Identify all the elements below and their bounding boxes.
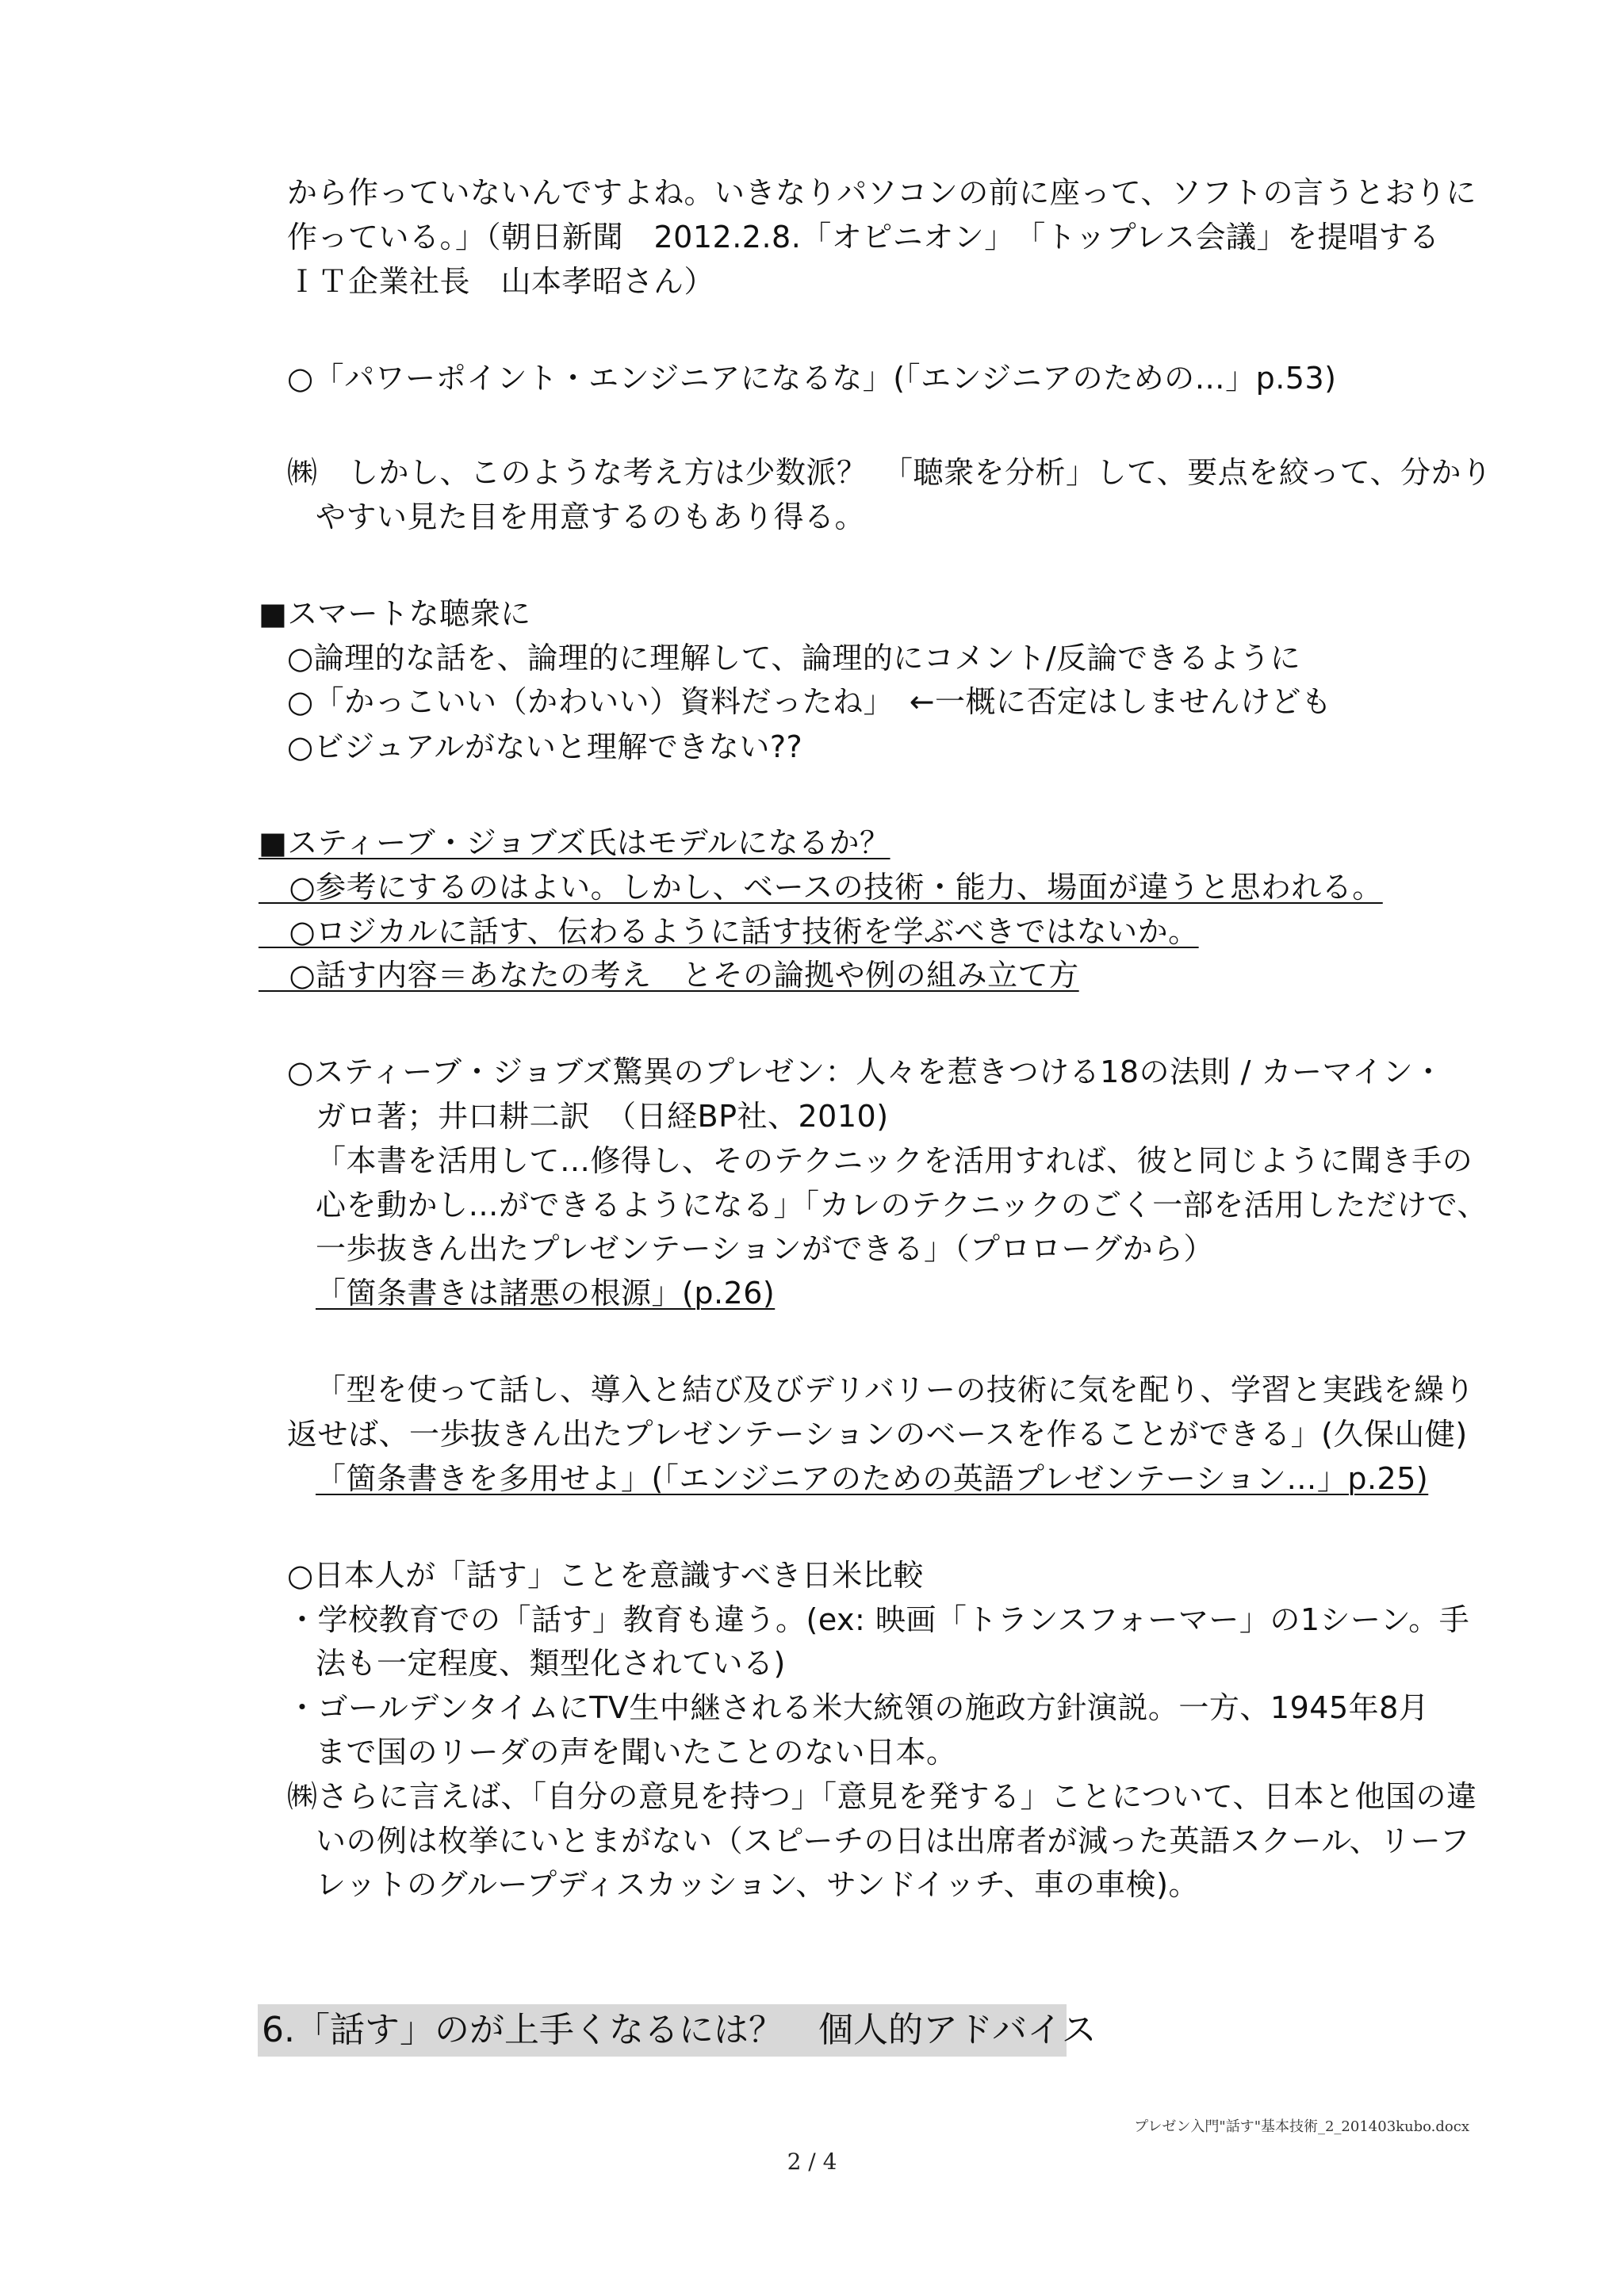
quote-line-underlined: 「箇条書きを多用せよ」(「エンジニアのための英語プレゼンテーション…」p.25) xyxy=(316,1461,1429,1496)
text-line: ○ビジュアルがないと理解できない?? xyxy=(287,729,803,764)
quote-line: 心を動かし…ができるようになる」「カレのテクニックのごく一部を活用しただけで、 xyxy=(316,1188,1488,1223)
text-line: やすい見た目を用意するのもあり得る。 xyxy=(316,499,866,534)
text-line: ○「パワーポイント・エンジニアになるな」(「エンジニアのための…」p.53) xyxy=(287,361,1337,396)
text-line: まで国のリーダの声を聞いたことのない日本。 xyxy=(316,1735,957,1770)
text-line-underlined: ○話す内容＝あなたの考え とその論拠や例の組み立て方 xyxy=(259,958,1079,993)
text-line: ㈱さらに言えば、「自分の意見を持つ」「意見を発する」ことについて、日本と他国の違 xyxy=(287,1779,1477,1814)
section-heading: 6.「話す」のが上手くなるには？ 個人的アドバイス xyxy=(262,2010,1097,2050)
text-line: ガロ著；井口耕二訳 （日経BP社、2010) xyxy=(316,1099,889,1134)
quote-line: 返せば、一歩抜きん出たプレゼンテーションのベースを作ることができる」(久保山健) xyxy=(287,1417,1468,1452)
text-line: 法も一定程度、類型化されている) xyxy=(316,1646,786,1681)
text-line-underlined: ○参考にするのはよい。しかし、ベースの技術・能力、場面が違うと思われる。 xyxy=(259,870,1383,905)
quote-line: 「型を使って話し、導入と結び及びデリバリーの技術に気を配り、学習と実践を繰り xyxy=(316,1372,1475,1407)
text-line: ○論理的な話を、論理的に理解して、論理的にコメント/反論できるように xyxy=(287,641,1301,675)
section-subheading-underlined: ■スティーブ・ジョブズ氏はモデルになるか？ xyxy=(259,825,891,860)
text-line: ㈱ しかし、このような考え方は少数派？ 「聴衆を分析」して、要点を絞って、分かり xyxy=(287,455,1492,490)
quote-line: 「本書を活用して…修得し、そのテクニックを活用すれば、彼と同じように聞き手の xyxy=(316,1143,1473,1178)
bullet-line: ・学校教育での「話す」教育も違う。(ex: 映画「トランスフォーマー」の1シーン。手 xyxy=(287,1602,1470,1637)
text-line: レットのグループディスカッション、サンドイッチ、車の車検)。 xyxy=(316,1867,1199,1902)
quote-line: 一歩抜きん出たプレゼンテーションができる」（プロローグから） xyxy=(316,1231,1214,1266)
bullet-line: ・ゴールデンタイムにTV生中継される米大統領の施政方針演説。一方、1945年8月 xyxy=(287,1690,1430,1725)
quote-line-underlined: 「箇条書きは諸悪の根源」(p.26) xyxy=(316,1276,776,1311)
section-subheading: ■スマートな聴衆に xyxy=(259,596,531,631)
text-line: いの例は枚挙にいとまがない（スピーチの日は出席者が減った英語スクール、リーフ xyxy=(316,1823,1470,1858)
text-line: ＩＴ企業社長 山本孝昭さん） xyxy=(287,264,715,299)
text-line: ○スティーブ・ジョブズ驚異のプレゼン：人々を惹きつける18の法則 / カーマイン・ xyxy=(287,1054,1444,1089)
text-line: 作っている。」（朝日新聞 2012.2.8.「オピニオン」 「トップレス会議」を提唱する xyxy=(287,220,1440,254)
page-number: 2 / 4 xyxy=(787,2149,837,2175)
text-line: から作っていないんですよね。いきなりパソコンの前に座って、ソフトの言うとおりに xyxy=(287,175,1477,210)
text-line: ○日本人が「話す」ことを意識すべき日米比較 xyxy=(287,1558,924,1593)
text-line-underlined: ○ロジカルに話す、伝わるように話す技術を学ぶべきではないか。 xyxy=(259,914,1199,949)
footer-filename: プレゼン入門"話す"基本技術_2_201403kubo.docx xyxy=(1134,2118,1469,2135)
text-line: ○「かっこいい（かわいい）資料だったね」 ←一概に否定はしませんけども xyxy=(287,684,1332,719)
